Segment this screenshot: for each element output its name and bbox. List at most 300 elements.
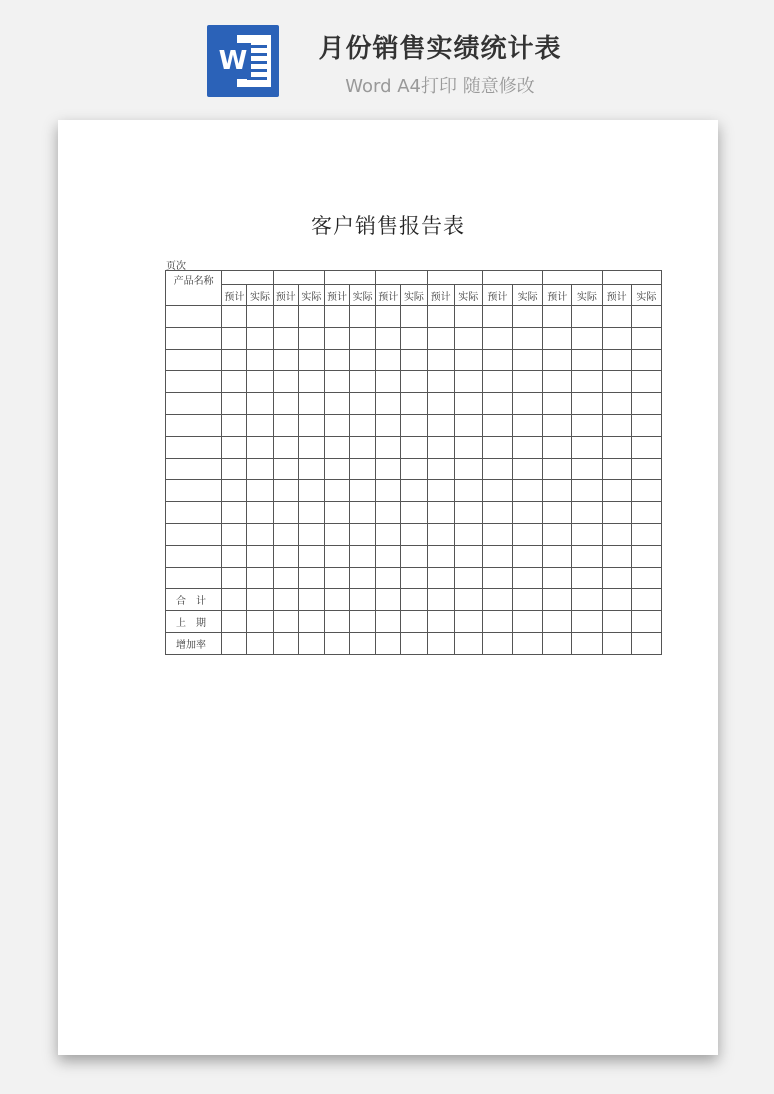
summary-label: 上 期	[166, 611, 222, 633]
table-cell	[513, 393, 543, 415]
table-cell	[166, 458, 222, 480]
table-cell	[376, 567, 401, 589]
table-cell	[401, 349, 427, 371]
table-cell	[166, 414, 222, 436]
table-cell	[513, 545, 543, 567]
table-cell	[324, 545, 349, 567]
actual-header: 实际	[631, 285, 661, 306]
table-cell	[166, 306, 222, 328]
table-cell	[513, 523, 543, 545]
table-cell	[572, 502, 602, 524]
table-cell	[454, 306, 482, 328]
table-cell	[602, 436, 631, 458]
table-cell	[602, 414, 631, 436]
table-cell	[602, 306, 631, 328]
table-cell	[602, 567, 631, 589]
table-row	[166, 349, 662, 371]
table-cell	[543, 371, 572, 393]
table-cell	[222, 523, 247, 545]
table-cell	[376, 480, 401, 502]
table-cell	[166, 545, 222, 567]
table-cell	[454, 523, 482, 545]
summary-row	[166, 611, 662, 633]
table-cell	[482, 611, 512, 633]
summary-label: 合 计	[166, 589, 222, 611]
table-cell	[513, 567, 543, 589]
table-cell	[324, 567, 349, 589]
table-cell	[513, 611, 543, 633]
table-row	[166, 480, 662, 502]
table-cell	[631, 611, 661, 633]
table-cell	[543, 349, 572, 371]
table-cell	[454, 393, 482, 415]
table-cell	[350, 611, 376, 633]
table-cell	[543, 327, 572, 349]
table-cell	[572, 567, 602, 589]
header	[0, 0, 774, 110]
table-cell	[166, 349, 222, 371]
table-cell	[350, 371, 376, 393]
table-cell	[324, 414, 349, 436]
table-cell	[401, 502, 427, 524]
table-cell	[376, 349, 401, 371]
actual-header: 实际	[513, 285, 543, 306]
table-cell	[247, 436, 273, 458]
table-cell	[572, 414, 602, 436]
table-cell	[572, 306, 602, 328]
table-cell	[631, 545, 661, 567]
table-cell	[166, 327, 222, 349]
table-cell	[273, 393, 298, 415]
estimate-header: 预计	[427, 285, 454, 306]
table-row	[166, 393, 662, 415]
table-cell	[482, 436, 512, 458]
group-header-cell	[273, 271, 324, 285]
table-cell	[427, 414, 454, 436]
table-cell	[298, 306, 324, 328]
table-cell	[166, 371, 222, 393]
document-page	[58, 120, 718, 1055]
table-cell	[222, 567, 247, 589]
table-cell	[273, 327, 298, 349]
table-cell	[482, 502, 512, 524]
table-cell	[376, 502, 401, 524]
table-cell	[602, 327, 631, 349]
table-cell	[222, 393, 247, 415]
table-cell	[273, 545, 298, 567]
table-cell	[222, 502, 247, 524]
table-cell	[324, 349, 349, 371]
table-cell	[298, 567, 324, 589]
table-cell	[350, 545, 376, 567]
page-subtitle: Word A4打印 随意修改	[345, 76, 535, 97]
table-cell	[427, 458, 454, 480]
table-cell	[543, 523, 572, 545]
estimate-header: 预计	[222, 285, 247, 306]
table-cell	[427, 393, 454, 415]
table-cell	[350, 502, 376, 524]
table-cell	[454, 458, 482, 480]
table-cell	[454, 480, 482, 502]
table-row	[166, 458, 662, 480]
table-cell	[631, 306, 661, 328]
table-cell	[298, 349, 324, 371]
table-cell	[572, 480, 602, 502]
actual-header: 实际	[247, 285, 273, 306]
table-cell	[166, 436, 222, 458]
table-cell	[482, 349, 512, 371]
table-cell	[324, 523, 349, 545]
table-cell	[572, 393, 602, 415]
table-cell	[401, 327, 427, 349]
table-cell	[222, 436, 247, 458]
table-cell	[513, 632, 543, 654]
actual-header: 实际	[298, 285, 324, 306]
table-cell	[513, 480, 543, 502]
table-row	[166, 567, 662, 589]
table-cell	[350, 480, 376, 502]
table-cell	[482, 589, 512, 611]
table-cell	[602, 589, 631, 611]
summary-row	[166, 632, 662, 654]
table-cell	[273, 480, 298, 502]
table-cell	[427, 327, 454, 349]
table-cell	[376, 611, 401, 633]
table-cell	[376, 393, 401, 415]
table-cell	[350, 306, 376, 328]
table-cell	[602, 632, 631, 654]
table-cell	[376, 306, 401, 328]
table-cell	[513, 327, 543, 349]
table-cell	[401, 523, 427, 545]
table-cell	[427, 371, 454, 393]
table-cell	[247, 458, 273, 480]
table-cell	[273, 523, 298, 545]
group-header-cell	[602, 271, 661, 285]
table-cell	[166, 480, 222, 502]
table-cell	[543, 632, 572, 654]
table-cell	[602, 371, 631, 393]
table-cell	[401, 371, 427, 393]
table-cell	[222, 306, 247, 328]
table-cell	[222, 414, 247, 436]
table-cell	[247, 632, 273, 654]
table-cell	[298, 545, 324, 567]
table-cell	[298, 632, 324, 654]
table-cell	[350, 632, 376, 654]
table-cell	[454, 589, 482, 611]
header-row	[166, 271, 662, 285]
table-cell	[427, 502, 454, 524]
word-icon	[207, 25, 279, 97]
table-cell	[572, 327, 602, 349]
table-cell	[631, 589, 661, 611]
table-cell	[273, 349, 298, 371]
table-cell	[298, 502, 324, 524]
table-cell	[247, 502, 273, 524]
table-cell	[401, 589, 427, 611]
estimate-header: 预计	[543, 285, 572, 306]
table-cell	[273, 371, 298, 393]
table-cell	[401, 393, 427, 415]
table-cell	[427, 349, 454, 371]
estimate-header: 预计	[602, 285, 631, 306]
table-cell	[273, 414, 298, 436]
table-cell	[324, 480, 349, 502]
table-row	[166, 502, 662, 524]
table-cell	[247, 371, 273, 393]
table-cell	[222, 349, 247, 371]
table-cell	[298, 589, 324, 611]
table-cell	[324, 436, 349, 458]
estimate-header: 预计	[482, 285, 512, 306]
table-cell	[543, 306, 572, 328]
table-cell	[324, 589, 349, 611]
table-row	[166, 545, 662, 567]
table-cell	[350, 458, 376, 480]
table-cell	[572, 349, 602, 371]
table-cell	[298, 523, 324, 545]
table-cell	[247, 414, 273, 436]
table-cell	[324, 371, 349, 393]
table-cell	[543, 480, 572, 502]
table-cell	[631, 480, 661, 502]
table-cell	[513, 502, 543, 524]
table-cell	[247, 523, 273, 545]
table-row	[166, 436, 662, 458]
table-cell	[376, 436, 401, 458]
table-cell	[572, 371, 602, 393]
table-cell	[513, 589, 543, 611]
table-cell	[513, 458, 543, 480]
table-cell	[376, 414, 401, 436]
table-cell	[401, 414, 427, 436]
table-cell	[427, 632, 454, 654]
table-cell	[427, 567, 454, 589]
table-cell	[350, 523, 376, 545]
table-cell	[482, 393, 512, 415]
table-cell	[572, 436, 602, 458]
table-cell	[273, 436, 298, 458]
table-row	[166, 414, 662, 436]
table-cell	[631, 393, 661, 415]
table-cell	[602, 523, 631, 545]
actual-header: 实际	[454, 285, 482, 306]
sales-table	[165, 270, 662, 655]
table-cell	[247, 545, 273, 567]
table-cell	[602, 349, 631, 371]
table-cell	[350, 589, 376, 611]
group-header-cell	[427, 271, 482, 285]
table-cell	[454, 371, 482, 393]
table-cell	[376, 371, 401, 393]
table-cell	[324, 306, 349, 328]
table-cell	[298, 458, 324, 480]
table-cell	[247, 306, 273, 328]
table-cell	[543, 458, 572, 480]
table-cell	[222, 611, 247, 633]
table-cell	[572, 632, 602, 654]
table-cell	[602, 611, 631, 633]
table-cell	[401, 436, 427, 458]
table-cell	[602, 545, 631, 567]
table-cell	[427, 306, 454, 328]
table-cell	[543, 611, 572, 633]
table-cell	[602, 458, 631, 480]
table-cell	[298, 611, 324, 633]
actual-header: 实际	[401, 285, 427, 306]
table-cell	[482, 306, 512, 328]
table-cell	[482, 458, 512, 480]
table-cell	[401, 545, 427, 567]
table-cell	[350, 393, 376, 415]
table-cell	[298, 480, 324, 502]
table-cell	[602, 502, 631, 524]
table-cell	[247, 327, 273, 349]
table-cell	[427, 611, 454, 633]
table-cell	[454, 349, 482, 371]
table-cell	[401, 306, 427, 328]
estimate-header: 预计	[376, 285, 401, 306]
product-name-header: 产品名称	[166, 271, 222, 306]
table-cell	[247, 480, 273, 502]
table-cell	[401, 632, 427, 654]
table-cell	[454, 436, 482, 458]
table-cell	[513, 436, 543, 458]
table-cell	[298, 371, 324, 393]
table-cell	[273, 611, 298, 633]
table-cell	[401, 480, 427, 502]
table-cell	[513, 414, 543, 436]
table-cell	[543, 393, 572, 415]
table-cell	[298, 393, 324, 415]
table-cell	[273, 589, 298, 611]
actual-header: 实际	[572, 285, 602, 306]
table-cell	[513, 306, 543, 328]
table-cell	[298, 414, 324, 436]
table-cell	[543, 589, 572, 611]
table-cell	[350, 327, 376, 349]
table-cell	[513, 349, 543, 371]
table-cell	[273, 458, 298, 480]
table-cell	[350, 414, 376, 436]
table-cell	[273, 502, 298, 524]
table-row	[166, 371, 662, 393]
page-number-label: 页次	[166, 261, 186, 272]
table-cell	[222, 632, 247, 654]
table-cell	[401, 611, 427, 633]
table-cell	[454, 632, 482, 654]
table-cell	[376, 545, 401, 567]
table-cell	[631, 523, 661, 545]
group-header-cell	[222, 271, 273, 285]
table-cell	[427, 480, 454, 502]
table-cell	[222, 589, 247, 611]
group-header-cell	[376, 271, 427, 285]
table-cell	[482, 523, 512, 545]
table-cell	[602, 393, 631, 415]
table-cell	[543, 567, 572, 589]
table-cell	[376, 523, 401, 545]
table-cell	[427, 436, 454, 458]
table-cell	[401, 458, 427, 480]
table-cell	[482, 545, 512, 567]
table-cell	[454, 414, 482, 436]
table-cell	[482, 567, 512, 589]
table-cell	[454, 545, 482, 567]
sub-header-row	[166, 285, 662, 306]
group-header-cell	[324, 271, 375, 285]
table-cell	[166, 502, 222, 524]
table-cell	[543, 414, 572, 436]
table-cell	[376, 327, 401, 349]
table-cell	[222, 545, 247, 567]
table-cell	[298, 327, 324, 349]
estimate-header: 预计	[324, 285, 349, 306]
table-cell	[166, 567, 222, 589]
table-cell	[631, 414, 661, 436]
table-cell	[631, 327, 661, 349]
table-cell	[427, 589, 454, 611]
table-cell	[631, 349, 661, 371]
table-cell	[376, 632, 401, 654]
table-cell	[247, 589, 273, 611]
page-title: 月份销售实绩统计表	[318, 34, 562, 64]
table-cell	[350, 436, 376, 458]
table-cell	[482, 632, 512, 654]
table-cell	[543, 545, 572, 567]
table-cell	[324, 611, 349, 633]
table-cell	[543, 436, 572, 458]
table-cell	[631, 458, 661, 480]
table-cell	[324, 502, 349, 524]
table-cell	[602, 480, 631, 502]
table-cell	[222, 371, 247, 393]
table-cell	[427, 545, 454, 567]
table-cell	[166, 393, 222, 415]
table-cell	[324, 458, 349, 480]
table-cell	[222, 458, 247, 480]
table-cell	[247, 611, 273, 633]
table-cell	[482, 414, 512, 436]
table-cell	[513, 371, 543, 393]
table-row	[166, 523, 662, 545]
table-cell	[247, 567, 273, 589]
table-cell	[454, 327, 482, 349]
table-cell	[572, 458, 602, 480]
table-cell	[631, 502, 661, 524]
report-title: 客户销售报告表	[311, 214, 465, 238]
estimate-header: 预计	[273, 285, 298, 306]
table-cell	[631, 371, 661, 393]
word-icon-letter: W	[215, 43, 251, 79]
table-cell	[166, 523, 222, 545]
group-header-cell	[543, 271, 602, 285]
table-cell	[324, 632, 349, 654]
table-cell	[350, 349, 376, 371]
table-cell	[572, 545, 602, 567]
table-cell	[482, 480, 512, 502]
table-cell	[454, 567, 482, 589]
table-cell	[247, 349, 273, 371]
table-cell	[543, 502, 572, 524]
table-cell	[631, 632, 661, 654]
table-cell	[273, 632, 298, 654]
table-cell	[324, 393, 349, 415]
table-cell	[350, 567, 376, 589]
table-cell	[376, 589, 401, 611]
summary-row	[166, 589, 662, 611]
